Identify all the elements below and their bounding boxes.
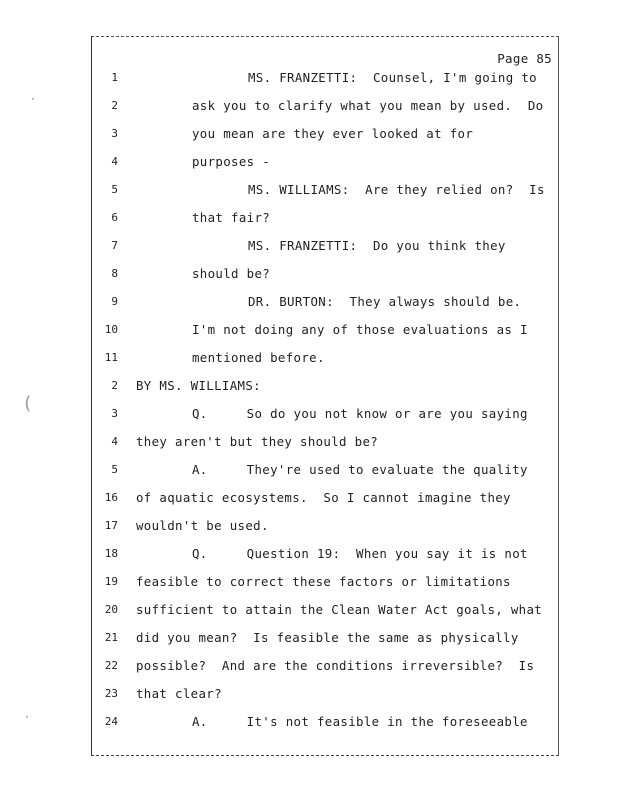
line-text: should be? xyxy=(192,266,271,281)
line-number: 6 xyxy=(111,211,118,224)
transcript-line xyxy=(0,349,618,367)
transcript-line xyxy=(0,97,618,115)
page-number: Page 85 xyxy=(497,51,552,66)
bottom-border xyxy=(91,755,559,756)
line-number: 7 xyxy=(111,239,118,252)
transcript-frame xyxy=(91,36,559,756)
transcript-line xyxy=(0,237,618,255)
line-number: 3 xyxy=(111,407,118,420)
line-text: they aren't but they should be? xyxy=(136,434,379,449)
line-text: mentioned before. xyxy=(192,350,325,365)
line-text: feasible to correct these factors or limitations xyxy=(136,574,511,589)
line-number: 2 xyxy=(111,379,118,392)
line-text: that clear? xyxy=(136,686,222,701)
transcript-line xyxy=(0,69,618,87)
line-number: 10 xyxy=(104,323,118,336)
scan-mark: · xyxy=(30,94,37,105)
transcript-line xyxy=(0,545,618,563)
line-number: 24 xyxy=(104,715,118,728)
line-text: ask you to clarify what you mean by used. Do xyxy=(192,98,544,113)
line-text: did you mean? Is feasible the same as physically xyxy=(136,630,519,645)
line-text: MS. FRANZETTI: Do you think they xyxy=(248,238,506,253)
line-text: Q. So do you not know or are you saying xyxy=(192,406,528,421)
scan-mark: ( xyxy=(22,393,33,414)
transcript-line xyxy=(0,657,618,675)
line-text: of aquatic ecosystems. So I cannot imagine they xyxy=(136,490,511,505)
line-number: 8 xyxy=(111,267,118,280)
line-text: A. It's not feasible in the foreseeable xyxy=(192,714,528,729)
transcript-line xyxy=(0,573,618,591)
line-number: 17 xyxy=(104,519,118,532)
line-text: wouldn't be used. xyxy=(136,518,269,533)
line-number: 21 xyxy=(104,631,118,644)
transcript-line xyxy=(0,153,618,171)
transcript-line xyxy=(0,601,618,619)
line-number: 9 xyxy=(111,295,118,308)
line-text: A. They're used to evaluate the quality xyxy=(192,462,528,477)
transcript-line xyxy=(0,461,618,479)
line-text: sufficient to attain the Clean Water Act goals, what xyxy=(136,602,543,617)
line-text: BY MS. WILLIAMS: xyxy=(136,378,261,393)
transcript-line xyxy=(0,181,618,199)
transcript-line xyxy=(0,293,618,311)
transcript-line xyxy=(0,321,618,339)
line-number: 19 xyxy=(104,575,118,588)
line-number: 2 xyxy=(111,99,118,112)
transcript-line xyxy=(0,629,618,647)
transcript-line xyxy=(0,209,618,227)
line-number: 22 xyxy=(104,659,118,672)
transcript-line xyxy=(0,265,618,283)
line-text: DR. BURTON: They always should be. xyxy=(248,294,522,309)
line-text: purposes - xyxy=(192,154,271,169)
transcript-line xyxy=(0,405,618,423)
line-number: 16 xyxy=(104,491,118,504)
line-text: MS. FRANZETTI: Counsel, I'm going to xyxy=(248,70,537,85)
transcript-line xyxy=(0,713,618,731)
line-text: that fair? xyxy=(192,210,271,225)
line-number: 3 xyxy=(111,127,118,140)
line-number: 20 xyxy=(104,603,118,616)
line-text: MS. WILLIAMS: Are they relied on? Is xyxy=(248,182,545,197)
line-number: 18 xyxy=(104,547,118,560)
line-text: you mean are they ever looked at for xyxy=(192,126,474,141)
line-number: 23 xyxy=(104,687,118,700)
line-number: 1 xyxy=(111,71,118,84)
line-text: I'm not doing any of those evaluations as I xyxy=(192,322,528,337)
transcript-line xyxy=(0,125,618,143)
line-text: Q. Question 19: When you say it is not xyxy=(192,546,528,561)
transcript-line xyxy=(0,685,618,703)
scan-mark: · xyxy=(24,712,31,723)
line-number: 4 xyxy=(111,435,118,448)
line-text: possible? And are the conditions irreversible? Is xyxy=(136,658,535,673)
line-number: 5 xyxy=(111,183,118,196)
transcript-line xyxy=(0,517,618,535)
line-number: 11 xyxy=(104,351,118,364)
transcript-line xyxy=(0,433,618,451)
line-number: 4 xyxy=(111,155,118,168)
transcript-line xyxy=(0,489,618,507)
line-number: 5 xyxy=(111,463,118,476)
transcript-line xyxy=(0,377,618,395)
